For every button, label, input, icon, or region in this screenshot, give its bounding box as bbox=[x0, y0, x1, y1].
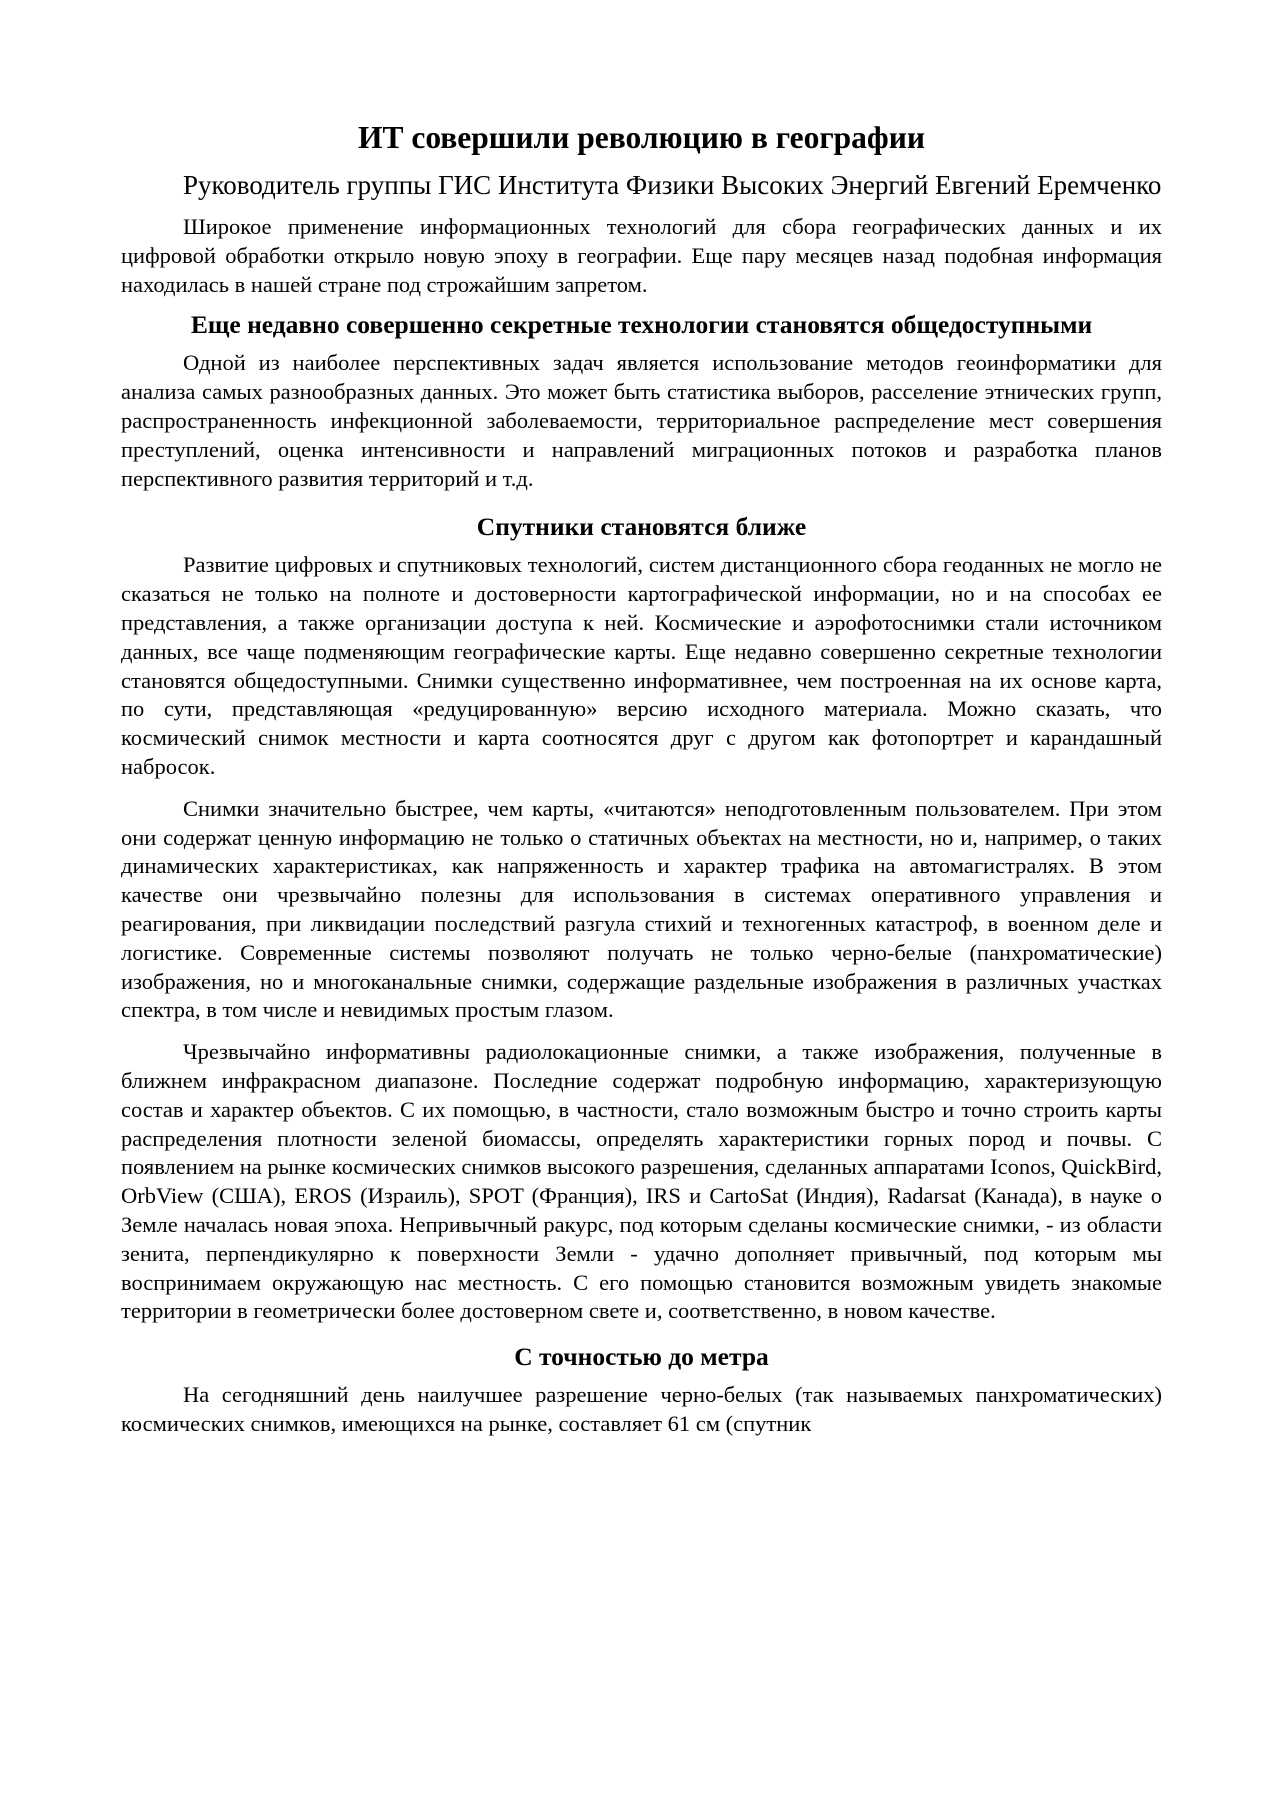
section-heading: Спутники становятся ближе bbox=[476, 512, 807, 542]
body-paragraph: Одной из наиболее перспективных задач является использование методов геоинформатики для анализа самых разнообразных данных. Это может быть статистика выборов, расселение этнических групп, распространенность инфекционной заболеваемости, территориальное распределение мест совершения преступлений, оценка интенсивности и направлений миграционных потоков и разработка планов перспективного развития территорий и т.д. bbox=[121, 350, 1162, 491]
section-heading: Еще недавно совершенно секретные технологии становятся общедоступными bbox=[190, 310, 1093, 340]
article-title: ИТ совершили революцию в географии bbox=[357, 120, 926, 155]
author-byline: Руководитель группы ГИС Института Физики Высоких Энергий Евгений Еремченко bbox=[183, 170, 1162, 200]
body-paragraph: Чрезвычайно информативны радиолокационные снимки, а также изображения, полученные в ближнем инфракрасном диапазоне. Последние содержат подробную информацию, характеризующую состав и характер объектов. С их помощью, в частности, стало возможным быстро и точно строить карты распределения плотности зеленой биомассы, определять характеристики горных пород и почвы. С появлением на рынке космических снимков высокого разрешения, сделанных аппаратами Iconos, QuickBird, OrbView (США), EROS (Израиль), SPOT (Франция), IRS и CartoSat (Индия), Radarsat (Канада), в науке о Земле началась новая эпоха. Непривычный ракурс, под которым сделаны космические снимки, - из области зенита, перпендикулярно к поверхности Земли - удачно дополняет привычный, под которым мы воспринимаем окружающую нас местность. С его помощью становится возможным увидеть знакомые территории в геометрически более достоверном свете и, соответственно, в новом качестве. bbox=[121, 1039, 1162, 1324]
document-page bbox=[121, 118, 1162, 1439]
section-heading: С точностью до метра bbox=[514, 1342, 769, 1372]
lead-paragraph: Широкое применение информационных технологий для сбора географических данных и их цифровой обработки открыло новую эпоху в географии. Еще пару месяцев назад подобная информация находилась в нашей стране под строжайшим запретом. bbox=[121, 214, 1162, 297]
body-paragraph: Снимки значительно быстрее, чем карты, «читаются» неподготовленным пользователем. При этом они содержат ценную информацию не только о статичных объектах на местности, но и, например, о таких динамических характеристиках, как напряженность и характер трафика на автомагистралях. В этом качестве они чрезвычайно полезны для использования в системах оперативного управления и реагирования, при ликвидации последствий разгула стихий и техногенных катастроф, в военном деле и логистике. Современные системы позволяют получать не только черно-белые (панхроматические) изображения, но и многоканальные снимки, содержащие раздельные изображения в различных участках спектра, в том числе и невидимых простым глазом. bbox=[121, 795, 1162, 1023]
body-paragraph: Развитие цифровых и спутниковых технологий, систем дистанционного сбора геоданных не могло не сказаться не только на полноте и достоверности картографической информации, но и на способах ее представления, а также организации доступа к ней. Космические и аэрофотоснимки стали источником данных, все чаще подменяющим географические карты. Еще недавно совершенно секретные технологии становятся общедоступными. Снимки существенно информативнее, чем построенная на их основе карта, по сути, представляющая «редуцированную» версию исходного материала. Можно сказать, что космический снимок местности и карта соотносятся друг с другом как фотопортрет и карандашный набросок. bbox=[121, 552, 1162, 779]
body-paragraph: На сегодняшний день наилучшее разрешение черно-белых (так называемых панхроматических) космических снимков, имеющихся на рынке, составляет 61 см (спутник bbox=[121, 1382, 1162, 1436]
